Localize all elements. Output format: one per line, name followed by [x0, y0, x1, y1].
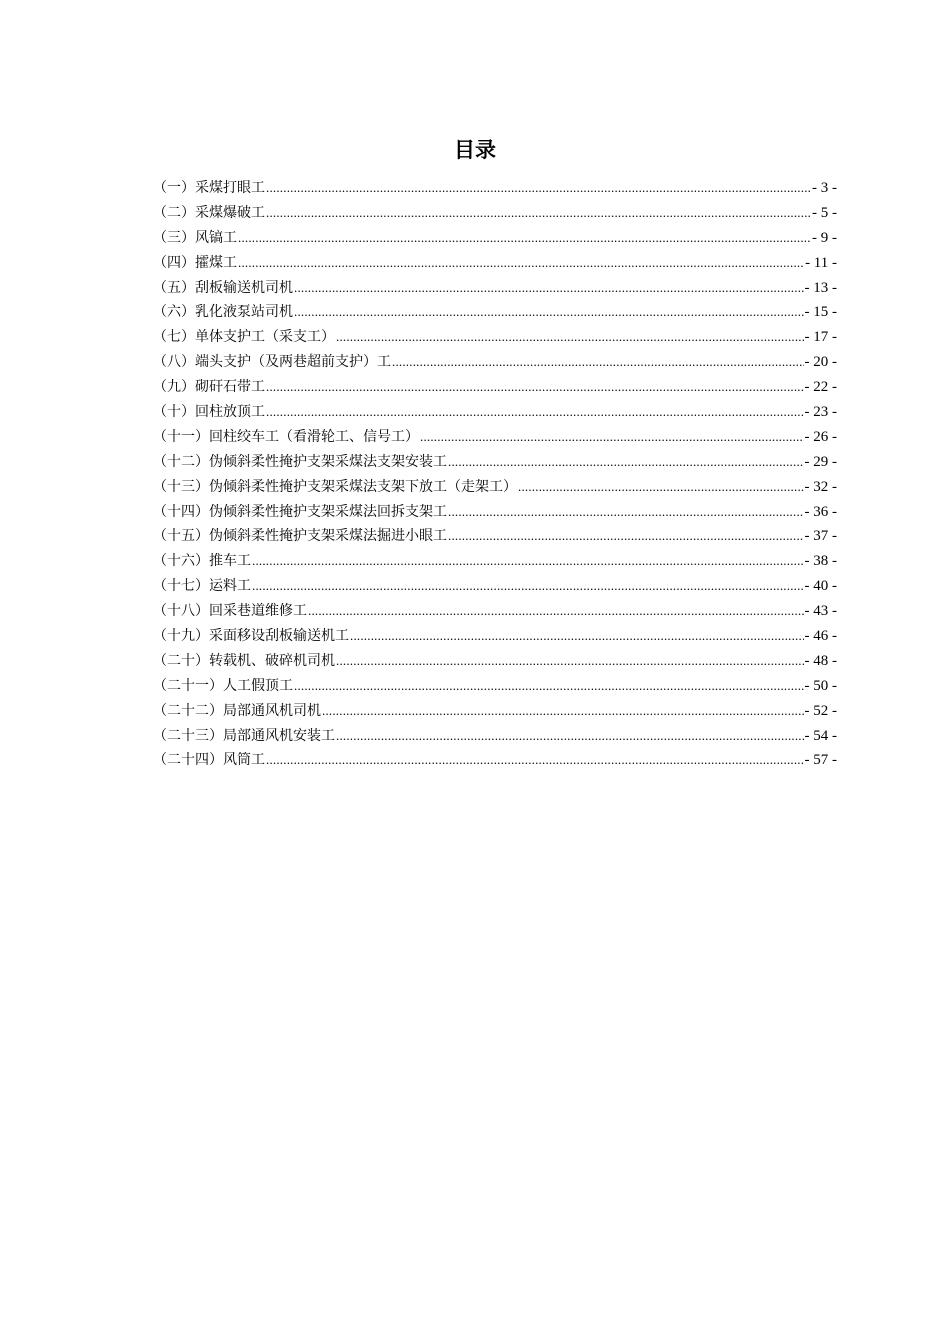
toc-dot-leader: [448, 500, 804, 525]
toc-entry-page-number[interactable]: - 5 -: [812, 204, 837, 221]
toc-dot-leader: [308, 599, 804, 624]
toc-entry[interactable]: [153, 276, 837, 301]
toc-entry-label[interactable]: （二十一）人工假顶工: [153, 677, 293, 694]
toc-entry-label[interactable]: （二十）转载机、破碎机司机: [153, 652, 335, 669]
toc-entry[interactable]: [153, 748, 837, 773]
toc-entry-page-number[interactable]: - 9 -: [812, 229, 837, 246]
toc-dot-leader: [448, 524, 804, 549]
toc-entry[interactable]: [153, 425, 837, 450]
toc-entry-page-number[interactable]: - 48 -: [804, 652, 837, 669]
toc-entry-label[interactable]: （十一）回柱绞车工（看滑轮工、信号工）: [153, 428, 419, 445]
toc-entry-label[interactable]: （十五）伪倾斜柔性掩护支架采煤法掘进小眼工: [153, 528, 447, 545]
toc-entry-page-number[interactable]: - 3 -: [812, 180, 837, 196]
toc-entry-label[interactable]: （五）刮板输送机司机: [153, 279, 293, 296]
toc-entry-page-number[interactable]: - 50 -: [804, 677, 837, 694]
toc-entry[interactable]: [153, 450, 837, 475]
toc-dot-leader: [518, 475, 804, 500]
toc-entry-page-number[interactable]: - 11 -: [805, 254, 837, 271]
toc-entry-page-number[interactable]: - 32 -: [804, 478, 837, 495]
toc-dot-leader: [266, 748, 804, 773]
toc-entry-label[interactable]: （一）采煤打眼工: [153, 180, 265, 196]
toc-entry[interactable]: [153, 226, 837, 251]
toc-dot-leader: [266, 201, 811, 226]
toc-dot-leader: [238, 251, 804, 276]
toc-entry[interactable]: [153, 475, 837, 500]
toc-entry[interactable]: [153, 350, 837, 375]
toc-dot-leader: [294, 674, 804, 699]
toc-entry-page-number[interactable]: - 13 -: [804, 279, 837, 296]
toc-entry-page-number[interactable]: - 17 -: [804, 329, 837, 346]
toc-entry-label[interactable]: （二）采煤爆破工: [153, 204, 265, 221]
toc-entry-label[interactable]: （四）攉煤工: [153, 254, 237, 271]
toc-dot-leader: [392, 350, 804, 375]
toc-entry-page-number[interactable]: - 15 -: [804, 304, 837, 321]
toc-entry[interactable]: [153, 300, 837, 325]
toc-entry-label[interactable]: （十二）伪倾斜柔性掩护支架采煤法支架安装工: [153, 453, 447, 470]
toc-dot-leader: [266, 400, 804, 425]
toc-entry[interactable]: [153, 699, 837, 724]
toc-entry[interactable]: [153, 674, 837, 699]
toc-dot-leader: [294, 276, 804, 301]
toc-entry-page-number[interactable]: - 46 -: [804, 628, 837, 645]
toc-dot-leader: [336, 325, 804, 350]
toc-entry-label[interactable]: （二十四）风筒工: [153, 752, 265, 769]
toc-entry-label[interactable]: （十七）运料工: [153, 578, 251, 595]
toc-entry-page-number[interactable]: - 38 -: [804, 553, 837, 570]
toc-dot-leader: [294, 300, 804, 325]
toc-dot-leader: [238, 226, 811, 251]
toc-entry-label[interactable]: （九）砌矸石带工: [153, 379, 265, 396]
toc-entry[interactable]: [153, 549, 837, 574]
toc-entry-label[interactable]: （十八）回采巷道维修工: [153, 603, 307, 620]
table-of-contents: [153, 176, 837, 773]
toc-entry-page-number[interactable]: - 52 -: [804, 702, 837, 719]
toc-entry[interactable]: [153, 400, 837, 425]
toc-dot-leader: [252, 574, 804, 599]
toc-entry-label[interactable]: （二十二）局部通风机司机: [153, 702, 321, 719]
toc-entry-page-number[interactable]: - 29 -: [804, 453, 837, 470]
toc-entry[interactable]: [153, 500, 837, 525]
toc-entry-page-number[interactable]: - 43 -: [804, 603, 837, 620]
page-title: 目录: [454, 138, 496, 162]
toc-dot-leader: [322, 699, 804, 724]
toc-entry-label[interactable]: （十三）伪倾斜柔性掩护支架采煤法支架下放工（走架工）: [153, 478, 517, 495]
toc-entry-label[interactable]: （二十三）局部通风机安装工: [153, 727, 335, 744]
toc-entry[interactable]: [153, 251, 837, 276]
toc-entry[interactable]: [153, 649, 837, 674]
toc-entry-page-number[interactable]: - 26 -: [804, 428, 837, 445]
toc-entry-page-number[interactable]: - 37 -: [804, 528, 837, 545]
toc-entry[interactable]: [153, 624, 837, 649]
toc-entry-page-number[interactable]: - 23 -: [804, 404, 837, 421]
toc-dot-leader: [420, 425, 804, 450]
toc-entry-label[interactable]: （十）回柱放顶工: [153, 404, 265, 421]
toc-dot-leader: [336, 724, 804, 749]
toc-entry-label[interactable]: （十九）采面移设刮板输送机工: [153, 628, 349, 645]
toc-dot-leader: [266, 176, 811, 201]
toc-entry[interactable]: [153, 176, 837, 201]
toc-dot-leader: [448, 450, 804, 475]
toc-entry-page-number[interactable]: - 22 -: [804, 379, 837, 396]
toc-entry-label[interactable]: （十四）伪倾斜柔性掩护支架采煤法回拆支架工: [153, 503, 447, 520]
toc-entry[interactable]: [153, 574, 837, 599]
toc-dot-leader: [266, 375, 804, 400]
toc-entry-page-number[interactable]: - 54 -: [804, 727, 837, 744]
toc-entry-label[interactable]: （七）单体支护工（采支工）: [153, 329, 335, 346]
toc-dot-leader: [350, 624, 804, 649]
toc-entry[interactable]: [153, 524, 837, 549]
toc-entry-page-number[interactable]: - 57 -: [804, 752, 837, 769]
toc-entry-page-number[interactable]: - 36 -: [804, 503, 837, 520]
toc-entry-label[interactable]: （八）端头支护（及两巷超前支护）工: [153, 354, 391, 371]
toc-entry-label[interactable]: （十六）推车工: [153, 553, 251, 570]
toc-entry-label[interactable]: （六）乳化液泵站司机: [153, 304, 293, 321]
toc-dot-leader: [252, 549, 804, 574]
toc-entry-label[interactable]: （三）风镐工: [153, 229, 237, 246]
toc-entry-page-number[interactable]: - 20 -: [804, 354, 837, 371]
toc-entry[interactable]: [153, 325, 837, 350]
toc-entry[interactable]: [153, 375, 837, 400]
toc-dot-leader: [336, 649, 804, 674]
toc-entry-page-number[interactable]: - 40 -: [804, 578, 837, 595]
toc-entry[interactable]: [153, 201, 837, 226]
toc-entry[interactable]: [153, 599, 837, 624]
toc-entry[interactable]: [153, 724, 837, 749]
